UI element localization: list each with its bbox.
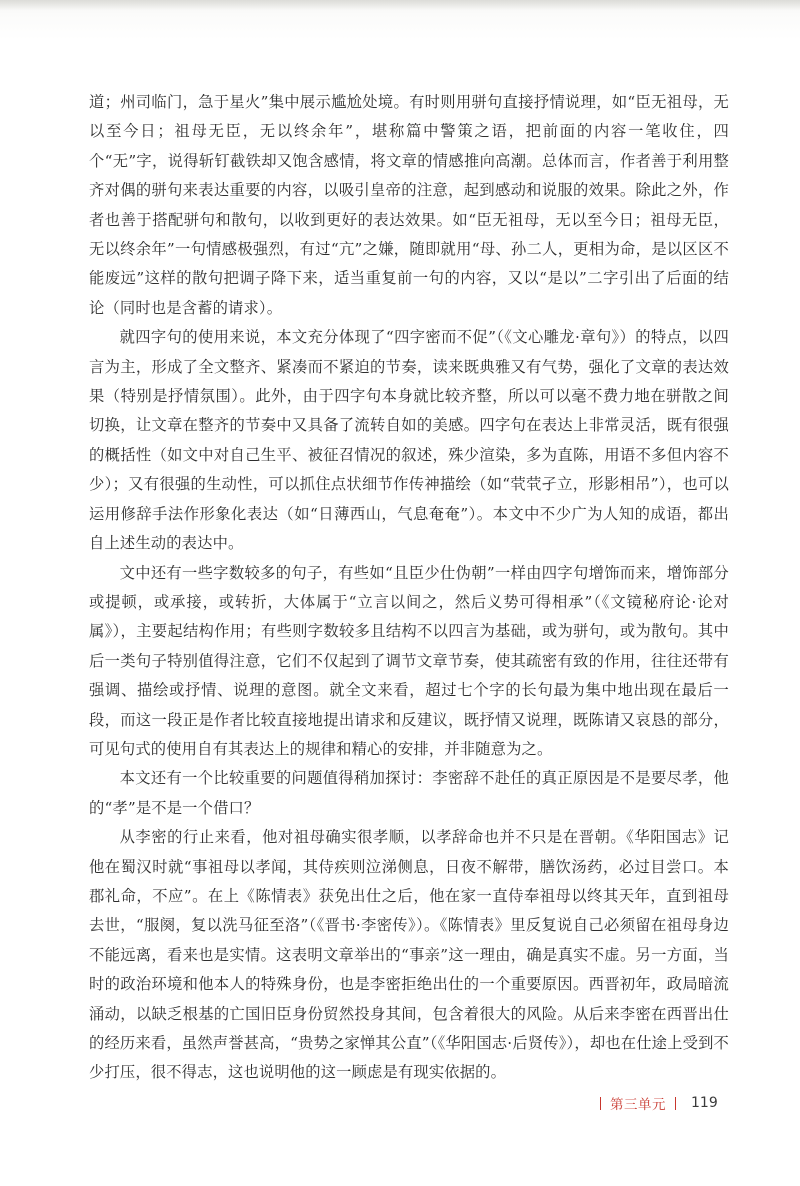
- footer-divider-right: [675, 1097, 676, 1110]
- paragraph-2: 就四字句的使用来说，本文充分体现了“四字密而不促”（《文心雕龙·章句》）的特点，以四言为主，形成了全文整齐、紧凑而不紧迫的节奏，读来既典雅又有气势，强化了文章的表达效果（特别是抒情氛围）。此外，由于四字句本身就比较齐整，所以可以毫不费力地在骈散之间切换，让文章在整齐的节奏中又具备了流转自如的美感。四字句在表达上非常灵活，既有很强的概括性（如文中对自己生平、被征召情况的叙述，殊少渲染，多为直陈，用语不多但内容不少）；又有很强的生动性，可以抓住点状细节作传神描绘（如“茕茕孑立，形影相吊”），也可以运用修辞手法作形象化表达（如“日薄西山，气息奄奄”）。本文中不少广为人知的成语，都出自上述生动的表达中。: [89, 328, 729, 553]
- paragraph-3: 文中还有一些字数较多的句子，有些如“且臣少仕伪朝”一样由四字句增饰而来，增饰部分或提顿，或承接，或转折，大体属于“立言以间之，然后义势可得相承”（《文镜秘府论·论对属》），主要起结构作用；有些则字数较多且结构不以四言为基础，或为骈句，或为散句。其中后一类句子特别值得注意，它们不仅起到了调节文章节奏，使其疏密有致的作用，往往还带有强调、描绘或抒情、说理的意图。就全文来看，超过七个字的长句最为集中地出现在最后一段，而这一段正是作者比较直接地提出请求和反建议，既抒情又说理，既陈请又哀恳的部分，可见句式的使用自有其表达上的规律和精心的安排，并非随意为之。: [89, 563, 729, 758]
- paragraph-4: 本文还有一个比较重要的问题值得稍加探讨：李密辞不赴任的真正原因是不是要尽孝，他的“孝”是不是一个借口？: [89, 769, 729, 817]
- unit-label: 第三单元: [610, 1097, 666, 1113]
- page-number: 119: [691, 1095, 718, 1111]
- footer-divider-left: [600, 1097, 601, 1110]
- page-footer: [600, 1092, 718, 1114]
- body-text: [89, 88, 729, 1088]
- page-top-shadow: [0, 0, 800, 10]
- paragraph-1: 道；州司临门，急于星火”集中展示尴尬处境。有时则用骈句直接抒情说理，如“臣无祖母，无以至今日；祖母无臣，无以终余年”，堪称篇中警策之语，把前面的内容一笔收住，四个“无”字，说得斩钉截铁却又饱含感情，将文章的情感推向高潮。总体而言，作者善于利用整齐对偶的骈句来表达重要的内容，以吸引皇帝的注意，起到感动和说服的效果。除此之外，作者也善于搭配骈句和散句，以收到更好的表达效果。如“臣无祖母，无以至今日；祖母无臣，无以终余年”一句情感极强烈，有过“亢”之嫌，随即就用“母、孙二人，更相为命，是以区区不能废远”这样的散句把调子降下来，适当重复前一句的内容，又以“是以”二字引出了后面的结论（同时也是含蓄的请求）。: [89, 93, 729, 317]
- paragraph-5: 从李密的行止来看，他对祖母确实很孝顺，以孝辞命也并不只是在晋朝。《华阳国志》记他在蜀汉时就“事祖母以孝闻，其侍疾则泣涕侧息，日夜不解带，膳饮汤药，必过目尝口。本郡礼命，不应”。在上《陈情表》获免出仕之后，他在家一直侍奉祖母以终其天年，直到祖母去世，“服阕，复以洗马征至洛”（《晋书·李密传》）。《陈情表》里反复说自己必须留在祖母身边不能远离，看来也是实情。这表明文章举出的“事亲”这一理由，确是真实不虚。另一方面，当时的政治环境和他本人的特殊身份，也是李密拒绝出仕的一个重要原因。西晋初年，政局暗流涌动，以缺乏根基的亡国旧臣身份贸然投身其间，包含着很大的风险。从后来李密在西晋出仕的经历来看，虽然声誉甚高，“贵势之家惮其公直”（《华阳国志·后贤传》），却也在仕途上受到不少打压，很不得志，这也说明他的这一顾虑是有现实依据的。: [89, 828, 729, 1082]
